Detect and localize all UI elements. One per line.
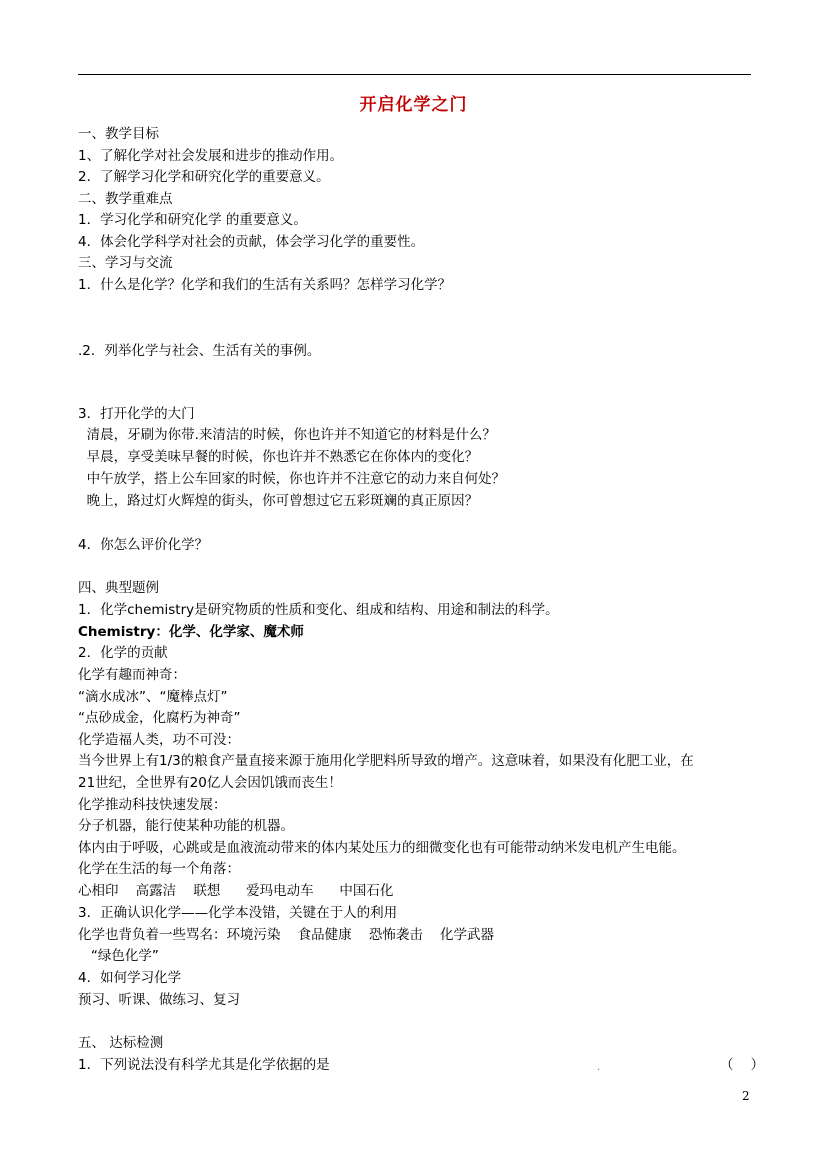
- text-line: 二、教学重难点: [78, 191, 173, 207]
- text-line: 4．如何学习化学: [78, 970, 182, 986]
- text-line: 1．下列说法没有科学尤其是化学依据的是: [78, 1057, 330, 1073]
- text-line: 心相印 高露洁 联想 爱玛电动车 中国石化: [78, 883, 394, 899]
- answer-parentheses: （ ）: [720, 1057, 765, 1073]
- text-line: “滴水成冰”、“魔棒点灯”: [78, 689, 228, 705]
- text-line: 体内由于呼吸，心跳或是血液流动带来的体内某处压力的细微变化也有可能带动纳米发电机产生电能。: [78, 840, 686, 856]
- text-line: 预习、听课、做练习、复习: [78, 992, 240, 1008]
- text-line: 21世纪，全世界有20亿人会因饥饿而丧生！: [78, 775, 342, 791]
- text-line: 清晨，牙刷为你带.来清洁的时候，你也许并不知道它的材料是什么？: [78, 427, 496, 443]
- text-line: 3．正确认识化学——化学本没错，关键在于人的利用: [78, 905, 398, 921]
- text-line: 2．了解学习化学和研究化学的重要意义。: [78, 169, 330, 185]
- text-line: 化学造福人类，功不可没：: [78, 732, 240, 748]
- text-line: 化学也背负着一些骂名：环境污染 食品健康 恐怖袭击 化学武器: [78, 927, 494, 943]
- text-line: Chemistry：化学、化学家、魔术师: [78, 624, 304, 640]
- text-line: 化学有趣而神奇：: [78, 667, 186, 683]
- text-line: 1、了解化学对社会发展和进步的推动作用。: [78, 148, 344, 164]
- text-line: 早晨，享受美味早餐的时候，你也许并不熟悉它在你体内的变化？: [78, 449, 479, 465]
- text-line: 3．打开化学的大门: [78, 406, 195, 422]
- text-line: 中午放学，搭上公车回家的时候，你也许并不注意它的动力来自何处？: [78, 471, 506, 487]
- text-line: 1．什么是化学？化学和我们的生活有关系吗？怎样学习化学？: [78, 277, 452, 293]
- stray-dot: .: [597, 1062, 601, 1073]
- text-line: 化学推动科技快速发展：: [78, 797, 227, 813]
- text-line: 化学在生活的每一个角落：: [78, 861, 240, 877]
- header-rule: [78, 74, 751, 75]
- text-line: 晚上，路过灯火辉煌的街头，你可曾想过它五彩斑斓的真正原因？: [78, 493, 479, 509]
- text-line: 三、学习与交流: [78, 255, 173, 271]
- text-line: 五、 达标检测: [78, 1035, 164, 1051]
- page-number: 2: [742, 1089, 750, 1103]
- text-line: .2．列举化学与社会、生活有关的事例。: [78, 343, 321, 359]
- text-line: 分子机器，能行使某种功能的机器。: [78, 818, 294, 834]
- text-line: 1．化学chemistry是研究物质的性质和变化、组成和结构、用途和制法的科学。: [78, 602, 559, 618]
- text-line: “点砂成金，化腐朽为神奇”: [78, 710, 241, 726]
- text-line: 当今世界上有1/3的粮食产量直接来源于施用化学肥料所导致的增产。这意味着，如果没有化肥工业，在: [78, 753, 694, 769]
- text-line: 2．化学的贡献: [78, 645, 168, 661]
- text-line: 1．学习化学和研究化学 的重要意义。: [78, 212, 307, 228]
- text-line: 一、教学目标: [78, 126, 159, 142]
- text-line: 四、典型题例: [78, 580, 159, 596]
- text-line: “绿色化学”: [78, 948, 159, 964]
- text-line: 4．你怎么评价化学？: [78, 537, 209, 553]
- text-line: 4．体会化学科学对社会的贡献，体会学习化学的重要性。: [78, 234, 425, 250]
- document-title: 开启化学之门: [359, 95, 468, 115]
